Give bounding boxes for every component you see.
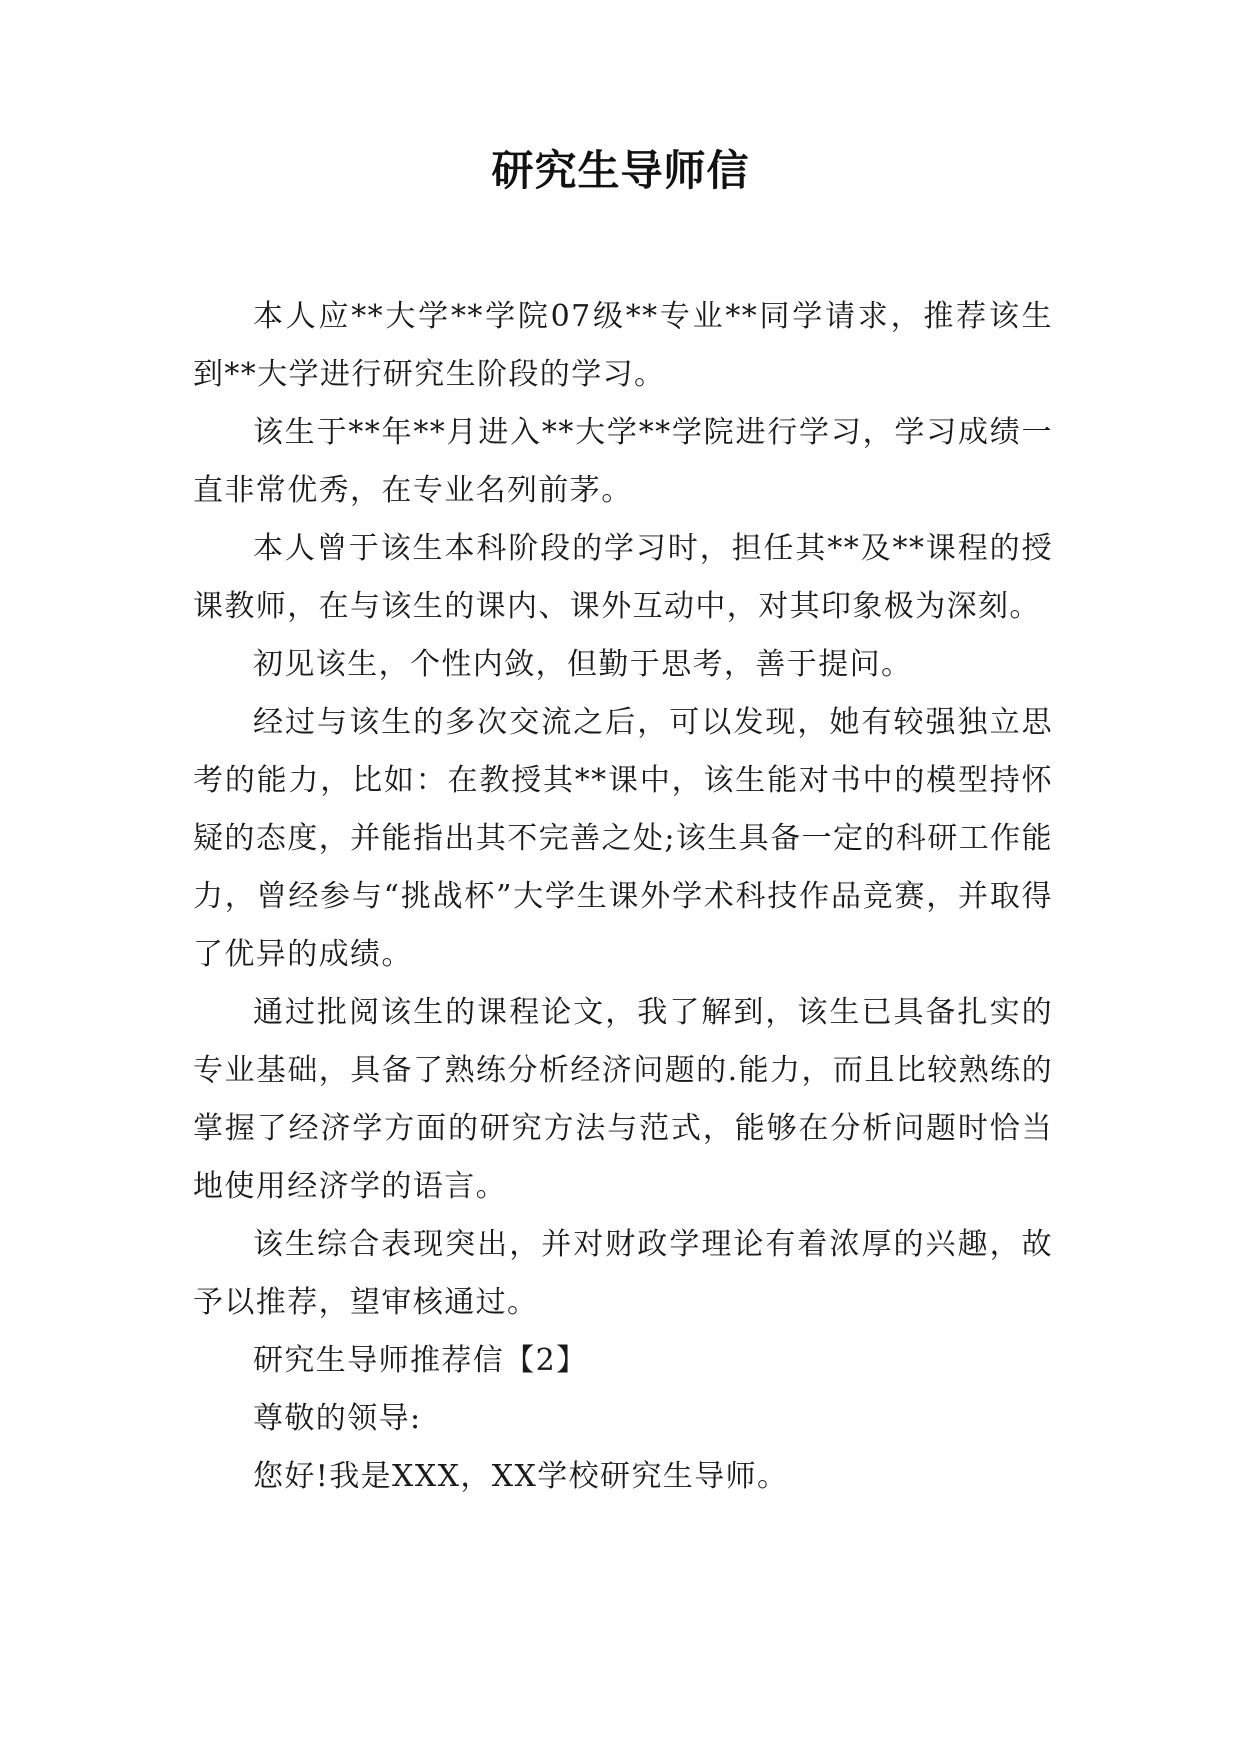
document-title: 研究生导师信 (491, 146, 750, 195)
paragraph: 本人应**大学**学院07级**专业**同学请求，推荐该生到**大学进行研究生阶段的学习。 (193, 299, 1053, 392)
paragraph: 该生于**年**月进入**大学**学院进行学习，学习成绩一直非常优秀，在专业名列前茅。 (193, 415, 1053, 508)
paragraph: 初见该生，个性内敛，但勤于思考，善于提问。 (253, 647, 913, 682)
paragraph: 经过与该生的多次交流之后，可以发现，她有较强独立思考的能力，比如：在教授其**课中，该生能对书中的模型持怀疑的态度，并能指出其不完善之处;该生具备一定的科研工作能力，曾经参与“挑战杯”大学生课外学术科技作品竞赛，并取得了优异的成绩。 (193, 705, 1053, 972)
paragraph: 您好!我是XXX，XX学校研究生导师。 (253, 1459, 789, 1494)
paragraph: 通过批阅该生的课程论文，我了解到，该生已具备扎实的专业基础，具备了熟练分析经济问题的.能力，而且比较熟练的掌握了经济学方面的研究方法与范式，能够在分析问题时恰当地使用经济学的语言。 (193, 995, 1053, 1204)
section-heading: 研究生导师推荐信【2】 (253, 1343, 588, 1378)
paragraph: 本人曾于该生本科阶段的学习时，担任其**及**课程的授课教师，在与该生的课内、课外互动中，对其印象极为深刻。 (193, 531, 1053, 624)
paragraph: 该生综合表现突出，并对财政学理论有着浓厚的兴趣，故予以推荐，望审核通过。 (193, 1227, 1053, 1320)
document-body (193, 288, 1053, 1506)
salutation: 尊敬的领导: (253, 1401, 422, 1436)
